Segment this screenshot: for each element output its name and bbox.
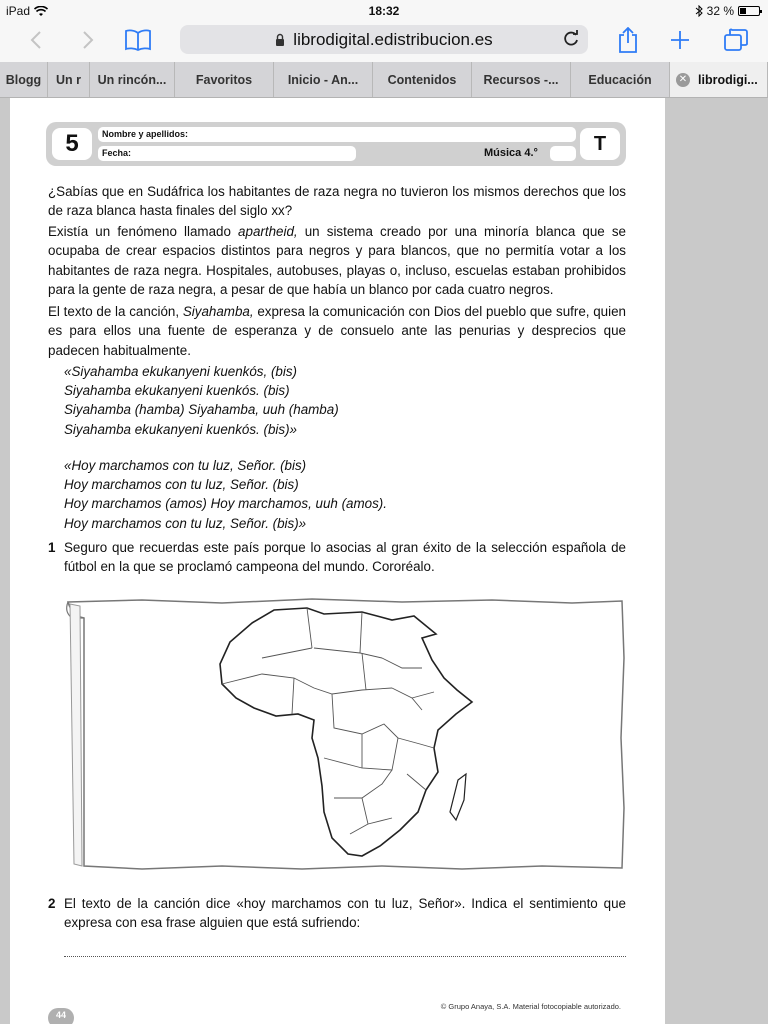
close-tab-icon[interactable]: ✕ <box>676 73 690 87</box>
reload-icon[interactable] <box>562 30 580 48</box>
web-content[interactable] <box>0 98 768 1024</box>
date-field: Fecha: <box>98 146 356 161</box>
tab-label: librodigi... <box>698 72 758 87</box>
apartheid-paragraph <box>48 222 626 299</box>
url-text: librodigital.edistribucion.es <box>293 29 493 49</box>
tabs-overview-button[interactable] <box>718 24 754 56</box>
lyric-line: «Siyahamba ekukanyeni kuenkós, (bis) <box>64 364 297 379</box>
tab-label: Favoritos <box>195 72 253 87</box>
question-text: El texto de la canción dice «hoy marchamos con tu luz, Señor». Indica el sentimiento que expresa con esa frase alguien que está sufriendo: <box>64 896 626 931</box>
forward-button[interactable] <box>70 24 106 56</box>
battery-icon <box>738 6 760 16</box>
paragraph-text: un sistema creado por una minoría blanca que se ocupaba de crear espacios distintos para negros y para blancos, que no permitía votar a los habitantes de raza negra. Hospitales, autobuses, playas o, incluso, escuelas estaban prohibidos para la gente de raza negra, a pesar de que había un blanco por cada cuatro negros. <box>48 224 627 297</box>
lyric-line: Siyahamba ekukanyeni kuenkós. (bis)» <box>64 421 297 437</box>
paragraph-text: El texto de la canción, <box>48 304 183 319</box>
tab-inicio[interactable] <box>274 62 373 97</box>
chevron-right-icon <box>82 30 94 50</box>
tab-label: Blogg <box>5 72 42 87</box>
question-2 <box>48 894 626 933</box>
tab-label: Inicio - An... <box>287 72 359 87</box>
lyric-line: «Hoy marchamos con tu luz, Señor. (bis) <box>64 458 307 473</box>
copyright-notice: © Grupo Anaya, S.A. Material fotocopiable autorizado. <box>440 1002 621 1011</box>
tab-label: Recursos -... <box>483 72 559 87</box>
tabs-icon <box>723 28 749 52</box>
song-lyrics-original <box>64 362 339 439</box>
tab-un-r[interactable] <box>48 62 90 97</box>
tab-contenidos[interactable] <box>373 62 472 97</box>
plus-icon <box>670 30 690 50</box>
bookmarks-button[interactable] <box>120 24 156 56</box>
bluetooth-icon <box>695 5 703 17</box>
tab-librodigital[interactable] <box>670 62 768 97</box>
chevron-left-icon <box>30 30 42 50</box>
subject-label: Música 4.° <box>484 147 538 159</box>
tab-blogg[interactable] <box>0 62 48 97</box>
tab-un-rincon[interactable] <box>90 62 175 97</box>
lyric-line: Hoy marchamos con tu luz, Señor. (bis) <box>64 477 299 493</box>
question-1 <box>48 538 626 577</box>
tab-educacion[interactable] <box>571 62 670 97</box>
tab-label: Educación <box>588 72 652 87</box>
worksheet-header <box>46 122 626 166</box>
name-field: Nombre y apellidos: <box>98 127 576 142</box>
battery-percent: 32 % <box>706 4 734 18</box>
share-button[interactable] <box>610 24 646 56</box>
subject-box <box>550 146 576 161</box>
lyric-line: Siyahamba (hamba) Siyahamba, uuh (hamba) <box>64 402 339 418</box>
paragraph-text: Existía un fenómeno llamado <box>48 224 239 239</box>
worksheet-page <box>10 98 665 1024</box>
tab-label: Un rincón... <box>97 72 167 87</box>
address-bar[interactable] <box>180 25 588 54</box>
browser-toolbar <box>0 22 768 62</box>
unit-number: 5 <box>52 128 92 160</box>
clock: 18:32 <box>368 4 400 18</box>
lyric-line: Hoy marchamos con tu luz, Señor. (bis)» <box>64 515 307 531</box>
tab-recursos[interactable] <box>472 62 571 97</box>
tab-label: Un r <box>56 72 81 87</box>
share-icon <box>618 27 638 53</box>
device-label: iPad <box>6 4 31 18</box>
back-button[interactable] <box>18 24 54 56</box>
song-paragraph <box>48 302 626 360</box>
sheet-type-letter: T <box>580 128 620 160</box>
tab-strip <box>0 62 768 98</box>
status-bar <box>0 0 768 22</box>
tab-label: Contenidos <box>387 72 457 87</box>
emphasis-text: Siyahamba, <box>182 304 254 319</box>
answer-line <box>64 956 626 957</box>
emphasis-text: apartheid, <box>238 224 298 239</box>
book-icon <box>124 29 152 51</box>
question-number: 1 <box>48 540 56 555</box>
africa-map <box>62 598 626 873</box>
page-number: 44 <box>48 1008 74 1024</box>
lyric-line: Hoy marchamos (amos) Hoy marchamos, uuh (amos). <box>64 496 387 512</box>
tab-favoritos[interactable] <box>175 62 274 97</box>
question-text: Seguro que recuerdas este país porque lo asocias al gran éxito de la selección española de fútbol en la que se proclamó campeona del mundo. Cororéalo. <box>64 540 626 575</box>
lyric-line: Siyahamba ekukanyeni kuenkós. (bis) <box>64 383 290 399</box>
question-number: 2 <box>48 896 56 911</box>
song-lyrics-translation <box>64 456 387 533</box>
lock-icon <box>275 33 285 46</box>
intro-paragraph: ¿Sabías que en Sudáfrica los habitantes de raza negra no tuvieron los mismos derechos que los de raza blanca hasta finales del siglo xx? <box>48 184 626 219</box>
paragraph-text: expresa la comunicación con Dios del pueblo que sufre, quien es para ellos una fuente de esperanza y de consuelo ante las penurias y desprecios que padecen habitualmente. <box>48 304 626 358</box>
new-tab-button[interactable] <box>662 24 698 56</box>
